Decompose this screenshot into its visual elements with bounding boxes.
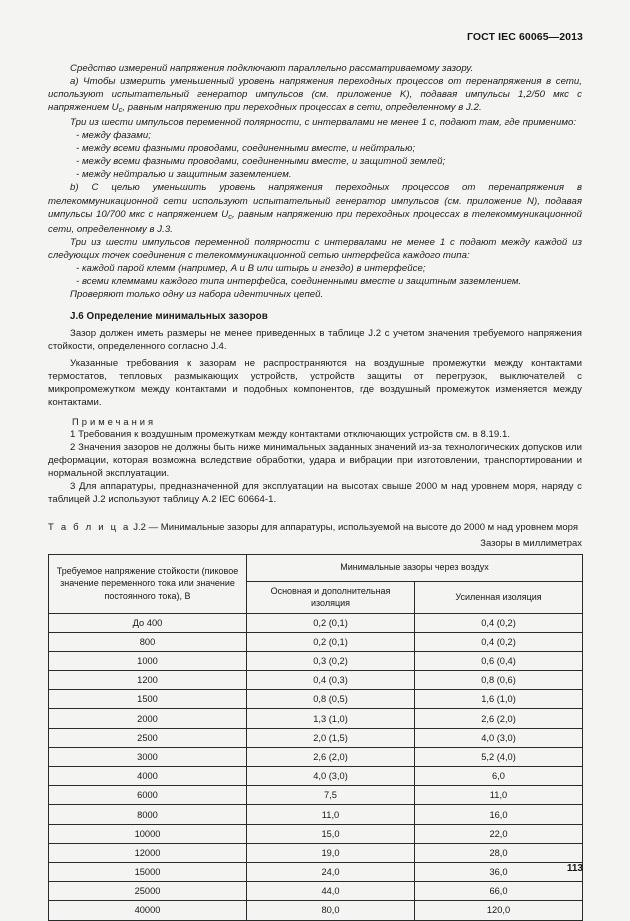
table-header-row-top: [49, 554, 583, 581]
cell-basic: 1,3 (1,0): [247, 709, 415, 728]
cell-voltage: 10000: [49, 824, 247, 843]
cell-reinforced: 0,6 (0,4): [415, 651, 583, 670]
running-head: ГОСТ IEC 60065—2013: [466, 31, 583, 43]
table-row: [49, 709, 583, 728]
table-row: [49, 690, 583, 709]
table-row: [49, 882, 583, 901]
list-item: - всеми клеммами каждого типа интерфейса, соединенными вместе и защитным заземлением.: [76, 275, 522, 287]
cell-voltage: До 400: [49, 613, 247, 632]
table-row: [49, 843, 583, 862]
cell-voltage: 8000: [49, 805, 247, 824]
table-caption: [48, 521, 582, 534]
clearances-table: [48, 554, 583, 921]
table-row: [49, 767, 583, 786]
cell-basic: 7,5: [247, 786, 415, 805]
table-row: [49, 651, 583, 670]
cell-basic: 19,0: [247, 843, 415, 862]
note-item: 1 Требования к воздушным промежуткам между контактами отключающих устройств см. в 8.19.1.: [70, 429, 511, 441]
paragraph-intro: Средство измерений напряжения подключают параллельно рассматриваемому зазору.: [70, 63, 474, 74]
paragraph-a-subscript: c: [118, 105, 123, 115]
cell-basic: 2,6 (2,0): [247, 747, 415, 766]
paragraph-three-impulses-2: Три из шести импульсов переменной полярности с интервалами не менее 1 с подают между каждой из следующих точек соединения с телекоммуникационной сетью интерфейса каждого типа:: [48, 236, 582, 261]
page-body: [48, 62, 582, 921]
spacer: [48, 507, 582, 514]
table-body: [49, 613, 583, 920]
cell-basic: 0,3 (0,2): [247, 651, 415, 670]
cell-voltage: 1000: [49, 651, 247, 670]
section-heading-j6: J.6 Определение минимальных зазоров: [70, 310, 268, 322]
cell-reinforced: 16,0: [415, 805, 583, 824]
paragraph-a-tail: , равным напряжению при переходных процессах в сети, определенному в J.2.: [122, 102, 482, 114]
table-row: [49, 805, 583, 824]
paragraph-check-circuits: Проверяют только одну из набора идентичных цепей.: [70, 288, 324, 300]
table-row: [49, 824, 583, 843]
cell-basic: 0,2 (0,1): [247, 613, 415, 632]
list-item: - каждой парой клемм (например, A и B или штырь и гнездо) в интерфейсе;: [76, 262, 426, 274]
table-caption-text: — Минимальные зазоры для аппаратуры, используемой на высоте до 2000 м над уровнем моря: [148, 521, 579, 533]
cell-voltage: 2500: [49, 728, 247, 747]
table-row: [49, 786, 583, 805]
table-row: [49, 613, 583, 632]
column-header-group-clearances: Минимальные зазоры через воздух: [247, 554, 583, 581]
cell-basic: 15,0: [247, 824, 415, 843]
paragraph-b: [48, 181, 582, 235]
column-header-voltage: Требуемое напряжение стойкости (пиковое значение переменного тока или значение постоянного тока), В: [49, 554, 247, 613]
cell-reinforced: 0,8 (0,6): [415, 671, 583, 690]
cell-reinforced: 66,0: [415, 882, 583, 901]
cell-voltage: 1500: [49, 690, 247, 709]
cell-reinforced: 6,0: [415, 767, 583, 786]
paragraph-j6-1: Зазор должен иметь размеры не менее приведенных в таблице J.2 с учетом значения требуемого напряжения стойкости, определенного согласно J.4.: [48, 327, 582, 353]
list-item: - между всеми фазными проводами, соединенными вместе, и защитной землей;: [76, 156, 446, 168]
cell-basic: 4,0 (3,0): [247, 767, 415, 786]
cell-basic: 0,8 (0,5): [247, 690, 415, 709]
list-item: - между нейтралью и защитным заземлением.: [76, 169, 292, 181]
cell-reinforced: 120,0: [415, 901, 583, 920]
cell-reinforced: 2,6 (2,0): [415, 709, 583, 728]
cell-voltage: 3000: [49, 747, 247, 766]
table-row: [49, 901, 583, 920]
cell-basic: 2,0 (1,5): [247, 728, 415, 747]
paragraph-b-text: b) С целью уменьшить уровень напряжения переходных процессов от перенапряжения в телекоммуникационной сети используют испытательный генератор импульсов (см. приложение N), подавая импульсы 10/700 мкс с напряжением U: [48, 182, 582, 220]
spacer: [48, 514, 582, 521]
list-item: - между всеми фазными проводами, соединенными вместе, и нейтралью;: [76, 143, 416, 155]
notes-heading: Примечания: [72, 416, 157, 428]
cell-voltage: 4000: [49, 767, 247, 786]
cell-basic: 24,0: [247, 862, 415, 881]
cell-basic: 80,0: [247, 901, 415, 920]
cell-voltage: 1200: [49, 671, 247, 690]
table-row: [49, 862, 583, 881]
cell-basic: 11,0: [247, 805, 415, 824]
cell-reinforced: 28,0: [415, 843, 583, 862]
table-row: [49, 728, 583, 747]
cell-voltage: 15000: [49, 862, 247, 881]
table-row: [49, 747, 583, 766]
cell-reinforced: 4,0 (3,0): [415, 728, 583, 747]
paragraph-b-subscript: c: [228, 211, 232, 221]
table-units-note: Зазоры в миллиметрах: [480, 536, 582, 548]
list-item: - между фазами;: [76, 130, 151, 142]
cell-basic: 0,4 (0,3): [247, 671, 415, 690]
table-head: [49, 554, 583, 613]
note-item: 3 Для аппаратуры, предназначенной для эксплуатации на высотах свыше 2000 м над уровнем моря, наряду с таблицей J.2 используют таблицу A.2 IEC 60664-1.: [48, 481, 582, 506]
cell-basic: 44,0: [247, 882, 415, 901]
paragraph-three-impulses-1: Три из шести импульсов переменной полярности, с интервалами не менее 1 с, подают там, где применимо:: [70, 117, 577, 129]
cell-voltage: 2000: [49, 709, 247, 728]
cell-voltage: 6000: [49, 786, 247, 805]
cell-reinforced: 11,0: [415, 786, 583, 805]
page-number: 113: [566, 863, 583, 874]
cell-voltage: 40000: [49, 901, 247, 920]
paragraph-a-text: a) Чтобы измерить уменьшенный уровень напряжения переходных процессов от перенапряжения в сети, используют испытательный генератор импульсов (см. приложение K), подавая импульсы 1,2/50 мкс с напряжением U: [48, 76, 582, 114]
column-header-basic-insulation: Основная и дополнительная изоляция: [247, 581, 415, 613]
cell-reinforced: 5,2 (4,0): [415, 747, 583, 766]
table-row: [49, 671, 583, 690]
cell-voltage: 800: [49, 632, 247, 651]
cell-voltage: 25000: [49, 882, 247, 901]
table-caption-label: Т а б л и ц а: [48, 521, 131, 533]
table-caption-number: J.2: [133, 521, 146, 533]
note-item: 2 Значения зазоров не должны быть ниже минимальных заданных значений из-за технологических допусков или деформации, которая возможна вследствие обработки, удара и вибрации при изготовлении, транспортировании и нормальной эксплуатации.: [48, 442, 582, 480]
cell-voltage: 12000: [49, 843, 247, 862]
cell-reinforced: 1,6 (1,0): [415, 690, 583, 709]
cell-reinforced: 0,4 (0,2): [415, 613, 583, 632]
cell-reinforced: 36,0: [415, 862, 583, 881]
table-row: [49, 632, 583, 651]
cell-basic: 0,2 (0,1): [247, 632, 415, 651]
paragraph-j6-2: Указанные требования к зазорам не распространяются на воздушные промежутки между контактами термостатов, тепловых размыкающих устройств, устройств защиты от перегрузок, выключателей с микропромежутком между контактами и подобных компонентов, где воздушный промежуток изменяется между контактами.: [48, 358, 582, 409]
paragraph-a: [48, 75, 582, 116]
paragraph-b-tail: , равным напряжению при переходных процессах в телекоммуникационной сети, определенному в J.3.: [48, 208, 582, 235]
column-header-reinforced-insulation: Усиленная изоляция: [415, 581, 583, 613]
cell-reinforced: 0,4 (0,2): [415, 632, 583, 651]
cell-reinforced: 22,0: [415, 824, 583, 843]
